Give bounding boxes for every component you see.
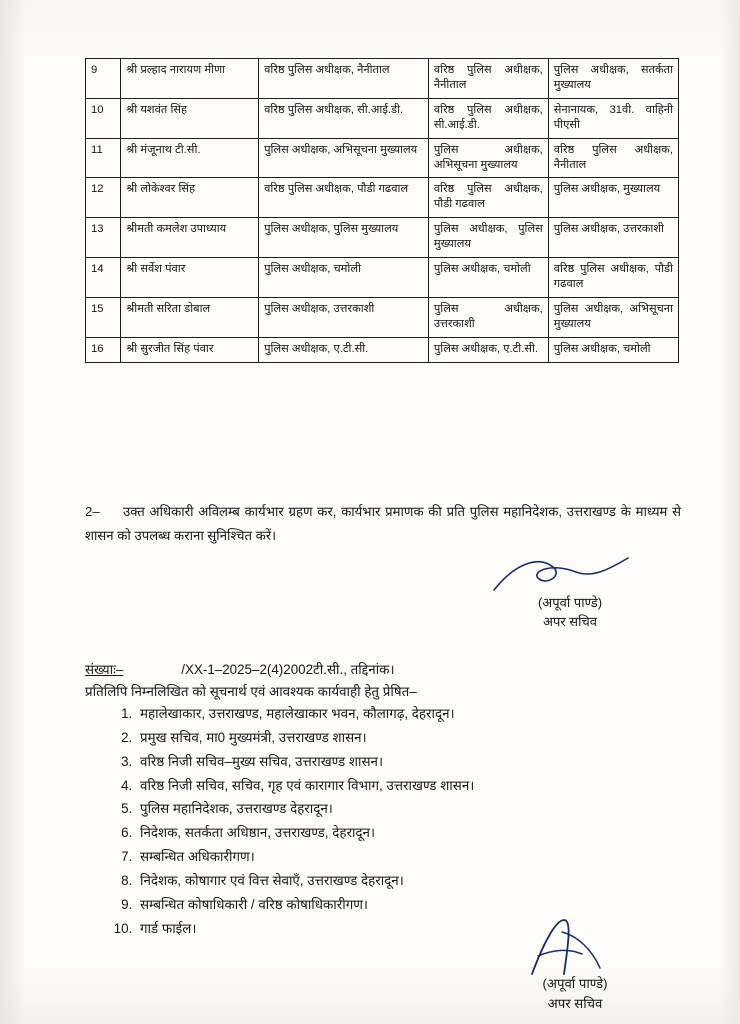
row-previous-posting: वरिष्ठ पुलिस अधीक्षक, नैनीताल bbox=[428, 59, 548, 99]
row-new-posting: वरिष्ठ पुलिस अधीक्षक, पौडी गढवाल bbox=[548, 258, 678, 298]
list-item: 1. महालेखाकार, उत्तराखण्ड, महालेखाकार भवन, कौलागढ़, देहरादून। bbox=[136, 702, 474, 726]
row-officer-name: श्री यशवंत सिंह bbox=[121, 98, 259, 138]
row-previous-posting: पुलिस अधीक्षक, अभिसूचना मुख्यालय bbox=[428, 138, 548, 178]
copy-to-list bbox=[104, 702, 474, 941]
row-officer-name: श्री मंजूनाथ टी.सी. bbox=[121, 138, 259, 178]
row-current-posting: वरिष्ठ पुलिस अधीक्षक, पौडी गढवाल bbox=[259, 178, 429, 218]
memo-number-line bbox=[85, 660, 395, 678]
row-previous-posting: पुलिस अधीक्षक, उत्तरकाशी bbox=[428, 297, 548, 337]
list-item: 3. वरिष्ठ निजी सचिव–मुख्य सचिव, उत्तराखण्ड शासन। bbox=[136, 750, 474, 774]
list-item: 9. सम्बन्धित कोषाधिकारी / वरिष्ठ कोषाधिकारीगण। bbox=[136, 893, 474, 917]
list-item: 2. प्रमुख सचिव, मा0 मुख्यमंत्री, उत्तराखण्ड शासन। bbox=[136, 726, 474, 750]
memo-number: /XX-1–2025–2(4)2002टी.सी., तद्दिनांक। bbox=[181, 662, 395, 677]
list-item: 6. निदेशक, सतर्कता अधिष्ठान, उत्तराखण्ड, देहरादून। bbox=[136, 821, 474, 845]
row-serial: 16 bbox=[86, 337, 121, 362]
signature-block-top bbox=[470, 560, 670, 632]
row-current-posting: पुलिस अधीक्षक, चमोली bbox=[259, 258, 429, 298]
row-new-posting: पुलिस अधीक्षक, चमोली bbox=[548, 337, 678, 362]
table-row bbox=[86, 178, 679, 218]
signatory-designation: अपर सचिव bbox=[543, 613, 597, 629]
table-row bbox=[86, 258, 679, 298]
row-previous-posting: पुलिस अधीक्षक, चमोली bbox=[428, 258, 548, 298]
row-officer-name: श्री सर्वेश पंवार bbox=[121, 258, 259, 298]
row-current-posting: वरिष्ठ पुलिस अधीक्षक, सी.आई.डी. bbox=[259, 98, 429, 138]
row-new-posting: पुलिस अधीक्षक, सतर्कता मुख्यालय bbox=[548, 59, 678, 99]
row-current-posting: पुलिस अधीक्षक, ए.टी.सी. bbox=[259, 337, 429, 362]
row-officer-name: श्रीमती सरिता डोबाल bbox=[121, 297, 259, 337]
handwritten-signature-icon bbox=[488, 554, 638, 594]
signatory-name: (अपूर्वा पाण्डे) bbox=[542, 976, 608, 991]
row-officer-name: श्रीमती कमलेश उपाध्याय bbox=[121, 218, 259, 258]
row-previous-posting: पुलिस अधीक्षक, पुलिस मुख्यालय bbox=[428, 218, 548, 258]
signature-mark-icon bbox=[470, 560, 670, 594]
memo-label: संख्याः– bbox=[85, 662, 124, 677]
paragraph-2 bbox=[85, 500, 681, 549]
row-current-posting: पुलिस अधीक्षक, पुलिस मुख्यालय bbox=[259, 218, 429, 258]
row-officer-name: श्री प्रल्हाद नारायण मीणा bbox=[121, 59, 259, 99]
table-row bbox=[86, 98, 679, 138]
row-previous-posting: वरिष्ठ पुलिस अधीक्षक, पौडी गढवाल bbox=[428, 178, 548, 218]
row-officer-name: श्री सुरजीत सिंह पंवार bbox=[121, 337, 259, 362]
list-item: 8. निदेशक, कोषागार एवं वित्त सेवाएँ, उत्तराखण्ड देहरादून। bbox=[136, 869, 474, 893]
row-new-posting: पुलिस अधीक्षक, अभिसूचना मुख्यालय bbox=[548, 297, 678, 337]
signature-block-bottom bbox=[470, 930, 680, 1014]
row-serial: 15 bbox=[86, 297, 121, 337]
list-item: 5. पुलिस महानिदेशक, उत्तराखण्ड देहरादून। bbox=[136, 797, 474, 821]
row-new-posting: सेनानायक, 31वी. वाहिनी पीएसी bbox=[548, 98, 678, 138]
row-new-posting: पुलिस अधीक्षक, मुख्यालय bbox=[548, 178, 678, 218]
signatory-name: (अपूर्वा पाण्डे) bbox=[537, 595, 603, 610]
row-previous-posting: वरिष्ठ पुलिस अधीक्षक, सी.आई.डी. bbox=[428, 98, 548, 138]
paragraph-2-number: 2– bbox=[85, 504, 100, 519]
row-serial: 13 bbox=[86, 218, 121, 258]
list-item: 4. वरिष्ठ निजी सचिव, सचिव, गृह एवं कारागार विभाग, उत्तराखण्ड शासन। bbox=[136, 774, 474, 798]
paragraph-2-text: उक्त अधिकारी अविलम्ब कार्यभार ग्रहण कर, कार्यभार प्रमाणक की प्रति पुलिस महानिदेशक, उत्तराखण्ड के माध्यम से शासन को उपलब्ध कराना सुनिश्चित करें। bbox=[85, 504, 681, 544]
table-row bbox=[86, 297, 679, 337]
table-row bbox=[86, 59, 679, 99]
row-serial: 14 bbox=[86, 258, 121, 298]
list-item: 7. सम्बन्धित अधिकारीगण। bbox=[136, 845, 474, 869]
row-serial: 9 bbox=[86, 59, 121, 99]
row-current-posting: वरिष्ठ पुलिस अधीक्षक, नैनीताल bbox=[259, 59, 429, 99]
row-officer-name: श्री लोकेश्वर सिंह bbox=[121, 178, 259, 218]
row-serial: 10 bbox=[86, 98, 121, 138]
list-item: 10. गार्ड फाईल। bbox=[136, 917, 474, 941]
table-row bbox=[86, 337, 679, 362]
row-current-posting: पुलिस अधीक्षक, अभिसूचना मुख्यालय bbox=[259, 138, 429, 178]
row-new-posting: पुलिस अधीक्षक, उत्तरकाशी bbox=[548, 218, 678, 258]
signature-mark-icon bbox=[470, 930, 680, 974]
table-body bbox=[86, 59, 679, 363]
table-row bbox=[86, 218, 679, 258]
officers-transfer-table bbox=[85, 58, 679, 363]
row-serial: 11 bbox=[86, 138, 121, 178]
row-new-posting: वरिष्ठ पुलिस अधीक्षक, नैनीताल bbox=[548, 138, 678, 178]
signatory-designation: अपर सचिव bbox=[547, 995, 603, 1011]
row-current-posting: पुलिस अधीक्षक, उत्तरकाशी bbox=[259, 297, 429, 337]
row-previous-posting: पुलिस अधीक्षक, ए.टी.सी. bbox=[428, 337, 548, 362]
handwritten-signature-icon bbox=[522, 916, 632, 978]
copy-to-heading: प्रतिलिपि निम्नलिखित को सूचनार्थ एवं आवश्यक कार्यवाही हेतु प्रेषित– bbox=[85, 684, 417, 699]
row-serial: 12 bbox=[86, 178, 121, 218]
table-row bbox=[86, 138, 679, 178]
